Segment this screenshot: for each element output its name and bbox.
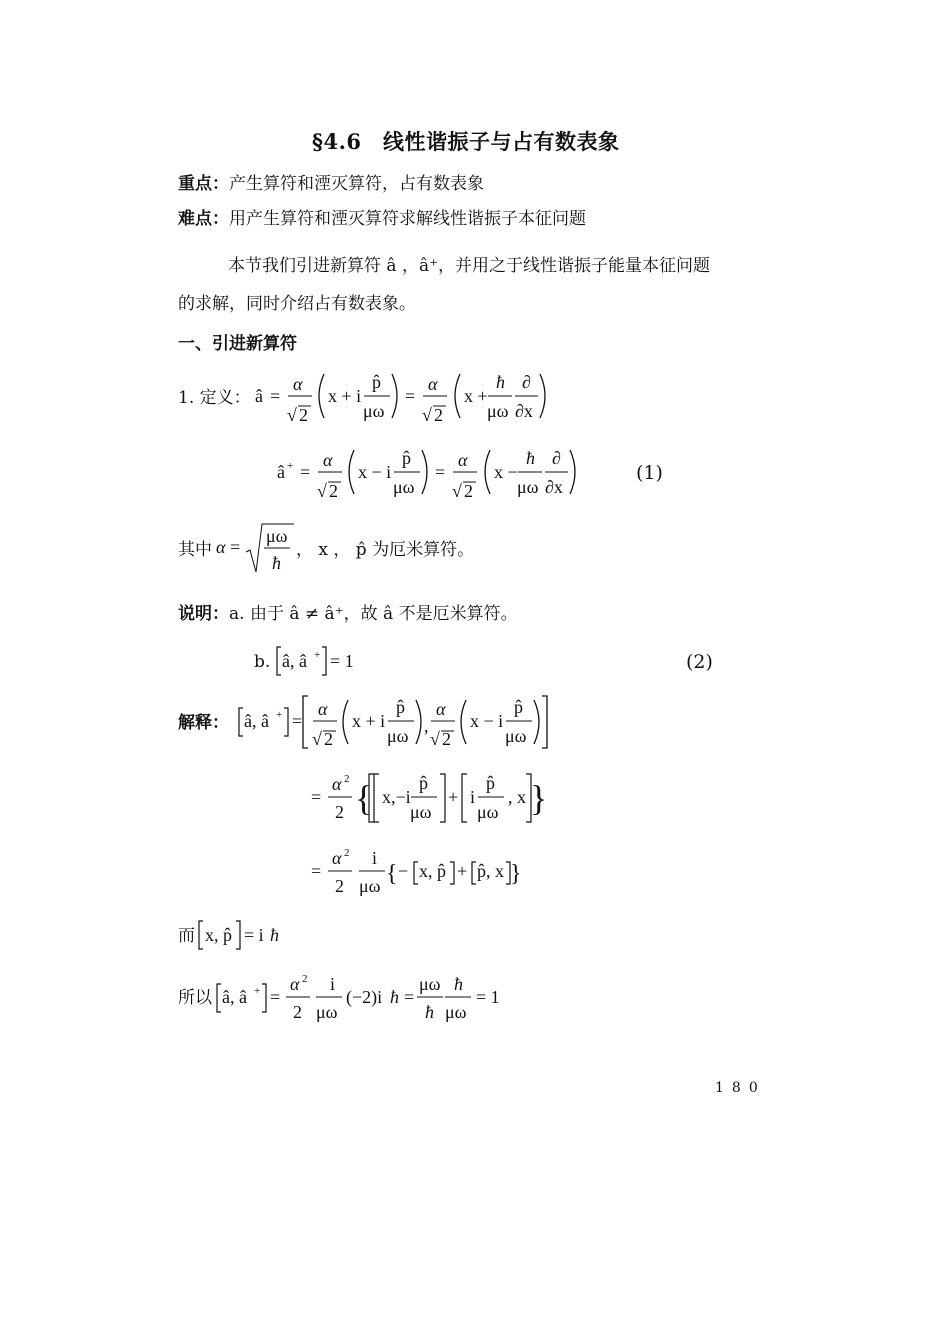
svg-text:2: 2: [335, 802, 344, 822]
svg-text:2: 2: [293, 1002, 302, 1022]
svg-text:i: i: [330, 974, 336, 994]
equation-a-hat-dagger: [272, 444, 582, 504]
svg-text:x − i: x − i: [470, 711, 504, 731]
intro-line-1: 本节我们引进新算符 â ，â⁺，并用之于线性谐振子能量本征问题: [228, 256, 711, 276]
svg-text:ħ: ħ: [425, 1002, 434, 1022]
svg-text:+: +: [314, 649, 321, 661]
svg-text:p̂: p̂: [402, 448, 411, 468]
svg-text:μω: μω: [419, 974, 441, 994]
svg-text:x − i: x − i: [358, 462, 392, 482]
svg-text:ħ: ħ: [272, 553, 281, 573]
equation-conclusion: [214, 968, 504, 1026]
key-points-label: 重点：: [178, 174, 229, 194]
svg-text:x + i: x + i: [352, 711, 386, 731]
svg-text:{: {: [386, 861, 398, 887]
equation-a-hat: [250, 368, 560, 428]
svg-text:=: =: [230, 537, 241, 557]
section-heading: 一、引进新算符: [178, 334, 297, 354]
svg-text:+: +: [448, 787, 459, 807]
svg-text:√: √: [452, 481, 462, 501]
svg-text:2: 2: [344, 847, 350, 859]
svg-text:â, â: â, â: [282, 651, 307, 671]
remark-label: 说明：: [178, 604, 229, 624]
svg-text:α: α: [290, 974, 300, 994]
svg-text:x −: x −: [494, 462, 518, 482]
svg-text:α: α: [332, 848, 342, 868]
svg-text:∂x: ∂x: [545, 477, 563, 497]
svg-text:∂: ∂: [522, 372, 531, 392]
svg-text:â: â: [255, 386, 263, 406]
svg-text:μω: μω: [393, 477, 415, 497]
svg-text:+: +: [254, 985, 261, 997]
svg-text:ħ: ħ: [454, 974, 463, 994]
svg-text:−: −: [398, 861, 409, 881]
svg-text:â, â: â, â: [244, 711, 269, 731]
svg-text:2: 2: [434, 405, 443, 425]
equation-explanation-3: [306, 844, 526, 900]
svg-text:α: α: [323, 450, 333, 470]
difficulty-label: 难点：: [178, 209, 229, 229]
svg-text:p̂: p̂: [486, 773, 495, 793]
svg-text:α: α: [458, 450, 468, 470]
explanation-label: 解释：: [178, 713, 229, 733]
key-points-text: 产生算符和湮灭算符，占有数表象: [229, 174, 484, 194]
remark-a: [178, 602, 518, 626]
svg-text:μω: μω: [445, 1002, 467, 1022]
svg-text:2: 2: [442, 729, 451, 749]
svg-text:2: 2: [299, 405, 308, 425]
svg-text:μω: μω: [316, 1002, 338, 1022]
svg-text:= i: = i: [244, 925, 264, 945]
svg-text:=: =: [435, 462, 446, 482]
svg-text:ħ: ħ: [270, 925, 279, 945]
where-prefix: 其中: [178, 540, 212, 560]
svg-text:=: =: [270, 386, 281, 406]
svg-text:+: +: [287, 460, 294, 472]
svg-text:μω: μω: [266, 526, 288, 546]
svg-text:+: +: [276, 709, 283, 721]
svg-text:p̂: p̂: [514, 697, 523, 717]
equation-number-1: (1): [636, 462, 663, 484]
remark-a-text: a. 由于 â ≠ â⁺，故 â 不是厄米算符。: [229, 604, 518, 624]
svg-text:√: √: [422, 405, 432, 425]
svg-text:=: =: [270, 987, 281, 1007]
svg-text:x, p̂: x, p̂: [205, 925, 232, 945]
equation-number-2: (2): [686, 651, 713, 673]
svg-text:√: √: [317, 481, 327, 501]
equation-commutator-result: [274, 644, 354, 678]
svg-text:}: }: [530, 778, 548, 818]
page-title: §4.6 线性谐振子与占有数表象: [312, 129, 620, 154]
svg-text:=: =: [292, 711, 303, 731]
svg-text:=: =: [300, 462, 311, 482]
svg-text:√: √: [312, 729, 322, 749]
svg-text:x + i: x + i: [328, 386, 362, 406]
equation-explanation-1: [236, 692, 556, 752]
svg-text:ħ: ħ: [390, 987, 399, 1007]
svg-text:2: 2: [329, 481, 338, 501]
svg-text:(−2)i: (−2)i: [346, 987, 383, 1007]
svg-text:x, p̂: x, p̂: [419, 861, 446, 881]
svg-text:2: 2: [302, 973, 308, 985]
svg-text:p̂: p̂: [396, 697, 405, 717]
svg-text:α: α: [436, 699, 446, 719]
conclusion-prefix: 所以: [178, 988, 212, 1008]
svg-text:μω: μω: [363, 401, 385, 421]
svg-text:α: α: [293, 374, 303, 394]
svg-text:μω: μω: [505, 726, 527, 746]
svg-text:α: α: [332, 774, 342, 794]
svg-text:α: α: [216, 537, 226, 557]
svg-text:μω: μω: [387, 726, 409, 746]
svg-text:α: α: [318, 699, 328, 719]
svg-text:â, â: â, â: [222, 987, 247, 1007]
svg-text:μω: μω: [487, 401, 509, 421]
svg-text:ħ: ħ: [526, 448, 535, 468]
equation-alpha-definition: [214, 520, 294, 576]
difficulty-text: 用产生算符和湮灭算符求解线性谐振子本征问题: [229, 209, 586, 229]
svg-text:μω: μω: [410, 802, 432, 822]
svg-text:x +: x +: [464, 386, 488, 406]
intro-line-2: 的求解，同时介绍占有数表象。: [178, 294, 416, 314]
svg-text:2: 2: [344, 773, 350, 785]
svg-text:=: =: [405, 386, 416, 406]
svg-text:=: =: [404, 987, 415, 1007]
svg-text:}: }: [510, 861, 522, 887]
svg-text:ħ: ħ: [496, 372, 505, 392]
svg-text:+: +: [457, 861, 468, 881]
svg-text:2: 2: [324, 729, 333, 749]
svg-text:x,−i: x,−i: [382, 787, 411, 807]
svg-text:= 1: = 1: [476, 987, 500, 1007]
svg-text:,: ,: [424, 716, 429, 736]
svg-text:p̂, x: p̂, x: [477, 861, 504, 881]
svg-text:i: i: [372, 848, 378, 868]
commutator-prefix: 而: [178, 926, 195, 946]
equation-canonical-commutator: [196, 918, 286, 952]
svg-text:= 1: = 1: [330, 651, 354, 671]
page-number: 180: [715, 1080, 766, 1096]
svg-text:p̂: p̂: [372, 372, 381, 392]
svg-text:p̂: p̂: [419, 773, 428, 793]
svg-text:i: i: [470, 787, 476, 807]
svg-text:{: {: [355, 778, 373, 818]
svg-text:√: √: [287, 405, 297, 425]
equation-explanation-2: [306, 768, 546, 828]
key-points: [178, 172, 484, 196]
svg-text:μω: μω: [359, 876, 381, 896]
svg-text:∂: ∂: [552, 448, 561, 468]
svg-text:μω: μω: [477, 802, 499, 822]
definition-label: 1. 定义：: [178, 388, 251, 408]
svg-text:2: 2: [335, 876, 344, 896]
svg-text:α: α: [428, 374, 438, 394]
svg-text:μω: μω: [517, 477, 539, 497]
svg-text:2: 2: [464, 481, 473, 501]
difficulty: [178, 207, 586, 231]
svg-text:â: â: [277, 462, 285, 482]
svg-text:√: √: [430, 729, 440, 749]
svg-text:, x: , x: [508, 787, 526, 807]
remark-b-label: b.: [254, 652, 271, 672]
svg-text:∂x: ∂x: [515, 401, 533, 421]
where-suffix: ， x ， p̂ 为厄米算符。: [296, 540, 475, 560]
svg-text:=: =: [311, 861, 322, 881]
svg-text:=: =: [311, 787, 322, 807]
